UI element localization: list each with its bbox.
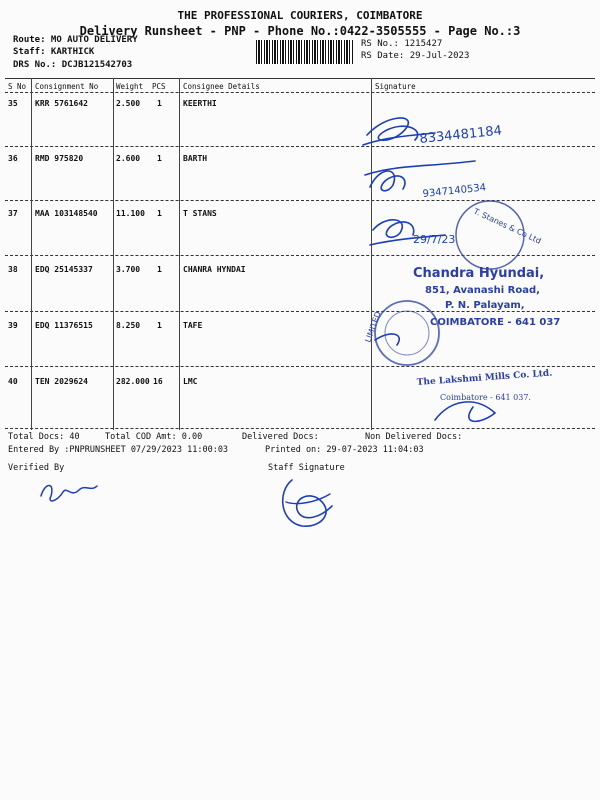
staff-signature-label: Staff Signature	[268, 463, 345, 473]
col-header-consignee: Consignee Details	[183, 82, 260, 91]
header-rule	[5, 92, 595, 93]
table-row-weight: 3.700	[116, 265, 141, 274]
stamp-tafe-inner-ring	[385, 311, 429, 355]
stamp-chandra-area: P. N. Palayam,	[445, 300, 525, 311]
col-header-consignment: Consignment No	[35, 82, 99, 91]
table-row-consignee: TAFE	[183, 321, 203, 330]
non-delivered-docs: Non Delivered Docs:	[365, 432, 463, 442]
col-header-signature: Signature	[375, 82, 416, 91]
col-divider	[113, 78, 114, 430]
signature-scribble-36	[370, 171, 405, 191]
table-row-pcs: 1	[157, 209, 162, 218]
table-row-weight: 282.000	[116, 377, 150, 386]
signature-scribble-37	[373, 220, 414, 237]
table-row-sno: 40	[8, 377, 18, 386]
signature-phone-36: 9347140534	[422, 182, 487, 200]
table-row-sno: 39	[8, 321, 18, 330]
runsheet-subtitle: Delivery Runsheet - PNP - Phone No.:0422-3505555 - Page No.:3	[79, 24, 521, 38]
rs-number: RS No.: 1215427	[361, 39, 443, 49]
table-row-sno: 36	[8, 154, 18, 163]
table-row-weight: 2.600	[116, 154, 141, 163]
staff-label: Staff: KARTHICK	[13, 47, 95, 57]
stamp-lmc-name: The Lakshmi Mills Co. Ltd.	[416, 368, 553, 388]
table-top-rule	[5, 78, 595, 79]
col-header-weight: Weight	[116, 82, 144, 91]
stamp-chandra-city: COIMBATORE - 641 037	[430, 317, 561, 328]
stamp-chandra-name: Chandra Hyundai,	[413, 266, 545, 281]
stamp-chandra-address: 851, Avanashi Road,	[425, 285, 540, 296]
table-row-consignee: KEERTHI	[183, 99, 217, 108]
signature-stamps-layer	[355, 95, 600, 435]
table-row-weight: 8.250	[116, 321, 141, 330]
route-label: Route: MO AUTO DELIVERY	[13, 35, 138, 45]
col-divider	[179, 78, 180, 430]
signature-date-37: 29/7/23	[413, 233, 456, 246]
table-row-consignee: LMC	[183, 377, 198, 386]
table-row-pcs: 1	[157, 154, 162, 163]
table-row-consignment: RMD 975820	[35, 154, 84, 163]
stamp-lmc-city: Coimbatore - 641 037.	[440, 393, 531, 402]
total-docs: Total Docs: 40	[8, 432, 80, 442]
table-row-consignment: MAA 103148540	[35, 209, 98, 218]
total-cod-amount: Total COD Amt: 0.00	[105, 432, 203, 442]
col-header-sno: S No	[8, 82, 27, 91]
stamp-t-stanes-ring	[456, 201, 524, 269]
table-row-weight: 11.100	[116, 209, 145, 218]
table-row-consignment: EDQ 11376515	[35, 321, 93, 330]
signature-scribble-40	[435, 402, 495, 421]
stamp-t-stanes-text: T. Stanes & Co Ltd	[472, 206, 543, 246]
verified-by-label: Verified By	[8, 463, 65, 473]
table-row-consignment: EDQ 25145337	[35, 265, 93, 274]
stamp-tafe-text: LIMITED	[363, 310, 383, 344]
table-row-consignment: KRR 5761642	[35, 99, 88, 108]
table-row-sno: 35	[8, 99, 18, 108]
barcode	[256, 40, 353, 64]
table-row-sno: 37	[8, 209, 18, 218]
table-row-consignee: T STANS	[183, 209, 217, 218]
rs-date: RS Date: 29-Jul-2023	[361, 51, 470, 61]
table-row-consignee: CHANRA HYNDAI	[183, 265, 246, 274]
verified-by-signature	[35, 472, 115, 512]
signature-phone-35: 8334481184	[418, 123, 503, 147]
table-row-pcs: 1	[157, 265, 162, 274]
table-row-pcs: 1	[157, 99, 162, 108]
table-row-weight: 2.500	[116, 99, 141, 108]
table-row-consignee: BARTH	[183, 154, 208, 163]
company-title: THE PROFESSIONAL COURIERS, COIMBATORE	[177, 9, 423, 22]
table-row-pcs: 1	[157, 321, 162, 330]
table-row-pcs: 16	[153, 377, 163, 386]
staff-signature-mark	[272, 472, 342, 534]
entered-by: Entered By :PNPRUNSHEET 07/29/2023 11:00:03	[8, 445, 229, 455]
table-row-consignment: TEN 2029624	[35, 377, 88, 386]
col-header-pcs: PCS	[152, 82, 166, 91]
delivered-docs: Delivered Docs:	[242, 432, 319, 442]
printed-on: Printed on: 29-07-2023 11:04:03	[265, 445, 424, 455]
table-row-sno: 38	[8, 265, 18, 274]
signature-scribble-35	[367, 118, 418, 140]
col-divider	[31, 78, 32, 430]
drs-number: DRS No.: DCJB121542703	[13, 60, 133, 70]
